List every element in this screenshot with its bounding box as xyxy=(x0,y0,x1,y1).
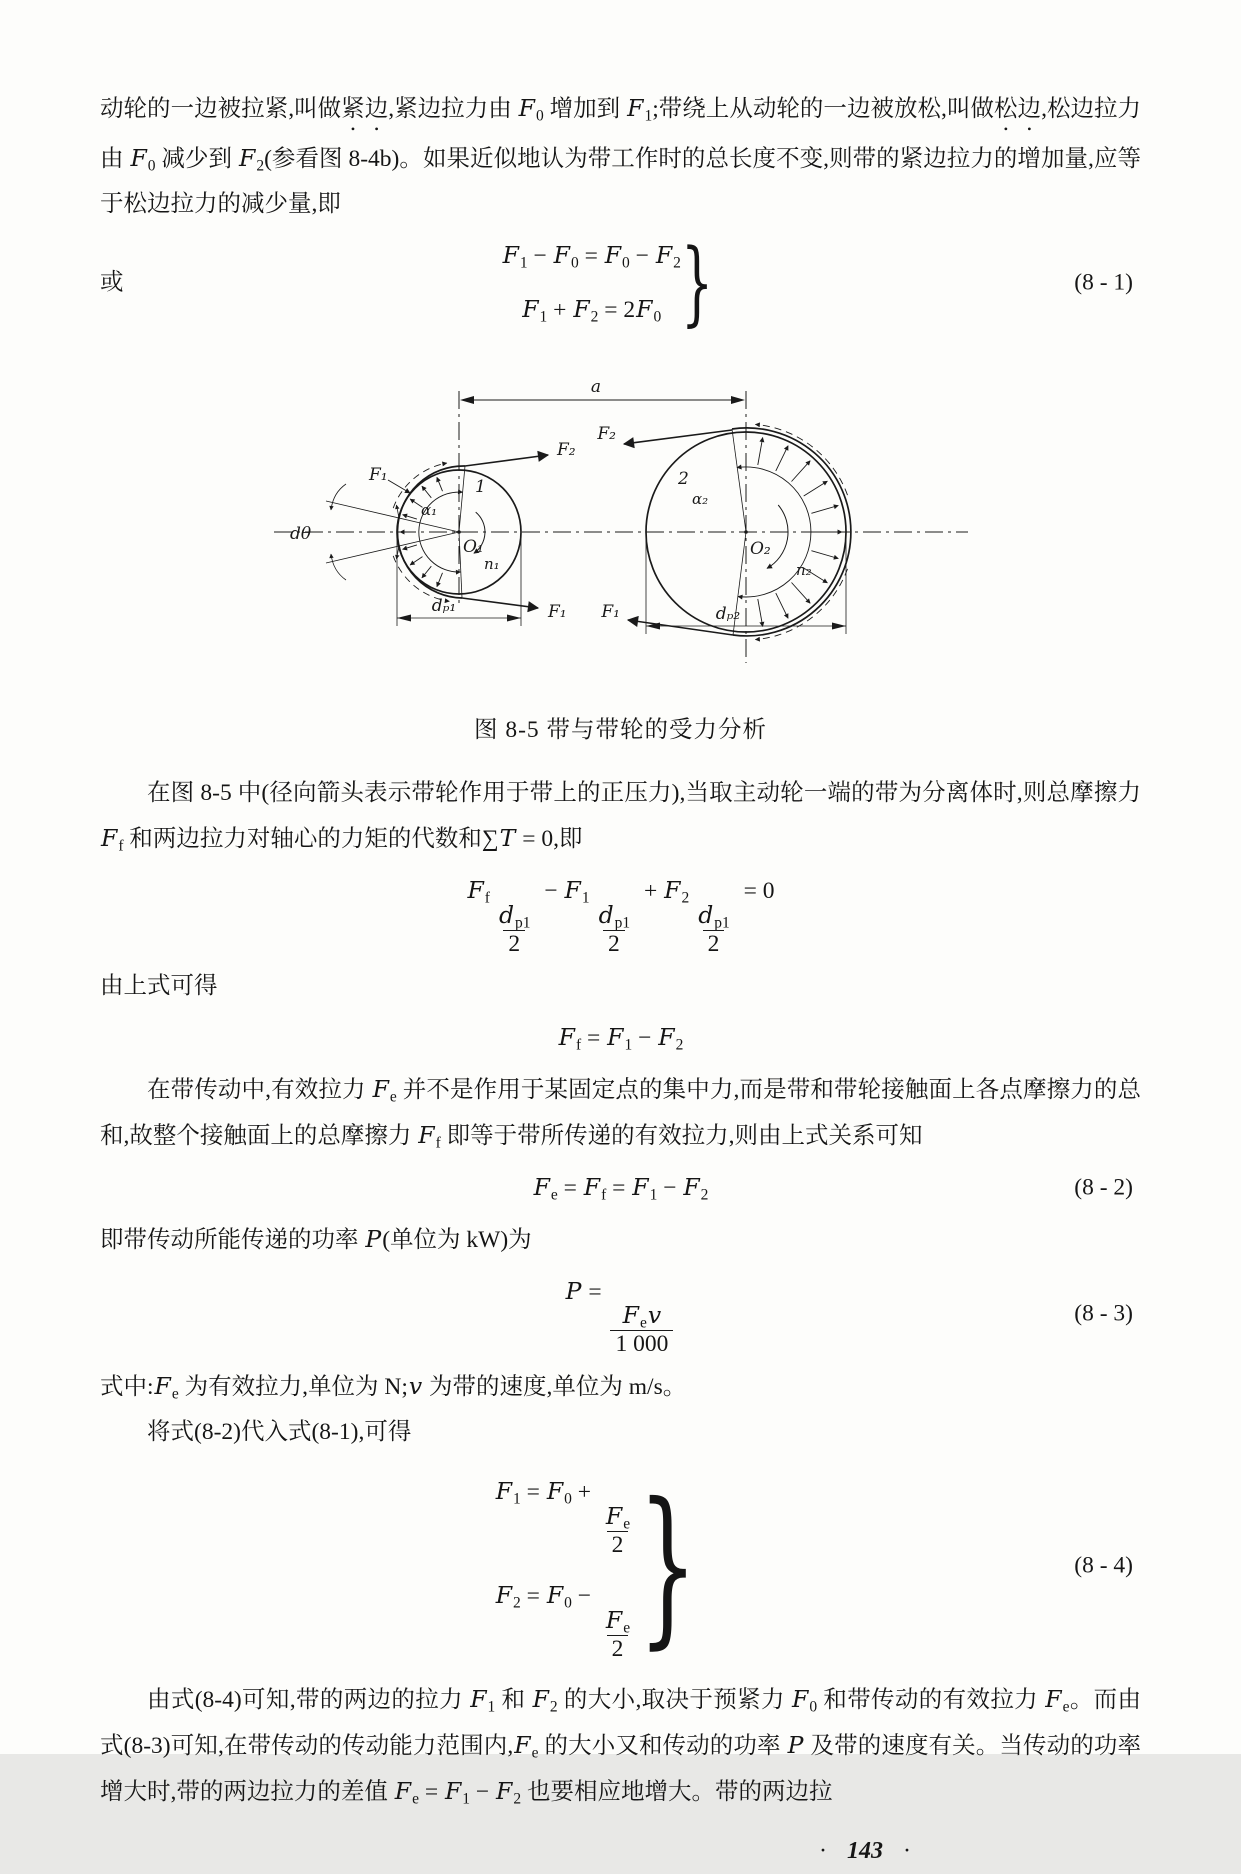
belt-pulley-force-diagram xyxy=(266,347,976,682)
equation-8-4: $F_1 = F_0$ + $\frac{F_e}{2}$ $F_2 = F_0$ − $\frac{F_e}{2}$ } (8 - 4) xyxy=(495,1467,1133,1666)
page-number xyxy=(100,1829,1141,1874)
label-center-distance-a: a xyxy=(590,377,601,397)
wrap-boundary xyxy=(459,466,465,532)
label-f1-pulley1: F₁ xyxy=(547,602,567,622)
f1-element-arrow xyxy=(388,480,410,493)
wrap-boundary xyxy=(732,429,746,532)
label-f1-element: F₁ xyxy=(368,465,388,485)
label-n1: n₁ xyxy=(483,555,500,573)
label-o1: O₁ xyxy=(462,537,484,557)
equation-friction: $F_f = F_1 - F_2$ xyxy=(558,1022,684,1054)
equation-8-4-label: (8 - 4) xyxy=(1074,1552,1133,1579)
equation-8-1: 或 $F_1 - F_0 = F_0 - F_2$ $F_1 + F_2 = 2F_0$ } (8 - 1) xyxy=(100,229,1133,336)
equation-8-1-label: (8 - 1) xyxy=(1074,269,1133,296)
label-f2-pulley1: F₂ xyxy=(556,440,576,460)
page-number-right-dot: · xyxy=(903,1837,911,1864)
equation-moment: $F_f$ $\frac{d_{p1}}{2}$ − $F_1$ $\frac{d_{p1}}{2}$ + $F_2$ $\frac{d_{p1}}{2}$ = 0 xyxy=(467,876,775,957)
equation-8-2-label: (8 - 2) xyxy=(1074,1174,1133,1201)
line-power-intro: 即带传动所能传递的功率 P(单位为 kW)为 xyxy=(100,1224,532,1253)
figure-8-5 xyxy=(100,347,1141,753)
center-distance-dimension xyxy=(460,396,745,404)
label-dp2: dₚ₂ xyxy=(715,604,740,624)
equation-8-2: $F_e = F_f = F_1 - F_2$ (8 - 2) xyxy=(100,1165,1141,1211)
label-dp1: dₚ₁ xyxy=(431,596,456,616)
paragraph-moment-balance: 在图 8-5 中(径向箭头表示带轮作用于带上的正压力),当取主动轮一端的带为分离体时,则总摩擦力 $F_f$ 和两边拉力对轴心的力矩的代数和∑T = 0,即 xyxy=(101,780,1141,855)
force-arrow-f1-pulley1 xyxy=(462,598,538,608)
line-from-above: 由上式可得 xyxy=(100,972,218,999)
label-pulley2: 2 xyxy=(677,469,689,489)
force-arrow-f2-pulley1 xyxy=(465,455,548,466)
equation-8-3-label: (8 - 3) xyxy=(1074,1300,1133,1327)
label-dtheta: dθ xyxy=(289,524,311,544)
line-where-definitions: 式中$:F_e$ 为有效拉力,单位为 N;v 为带的速度,单位为 m/s。 xyxy=(100,1372,687,1404)
paragraph-conclusion: 由式(8-4)可知,带的两边的拉力 $F_1$ 和 $F_2$ 的大小,取决于预紧力 $F_0$ 和带传动的有效拉力 $F_e$。而由式(8-3)可知,在带传动的传动能力范围内$,F_e$ 的大小又和传动的功率 P 及带的速度有关。当传动的功率增大时,带的两边拉力的差值 $F_e = F_1 - F_2$ 也要相应地增大。带的两边拉 xyxy=(100,1684,1142,1808)
figure-caption: 图 8-5 带与带轮的受力分析 xyxy=(473,717,768,743)
label-f2-pulley2: F₂ xyxy=(596,424,616,444)
label-f1-pulley2: F₁ xyxy=(600,602,620,622)
label-alpha1: α₁ xyxy=(420,501,437,519)
paragraph-effective-pull: 在带传动中,有效拉力 $F_e$ 并不是作用于某固定点的集中力,而是带和带轮接触面上各点摩擦力的总和,故整个接触面上的总摩擦力 $F_f$ 即等于带所传递的有效拉力,则由上式关系可知 xyxy=(100,1074,1142,1152)
page-number-value: 143 xyxy=(847,1837,883,1864)
label-o2: O₂ xyxy=(749,539,771,559)
equation-8-3: P = $\frac{F_ev}{1 000}$ (8 - 3) xyxy=(565,1276,1133,1358)
label-n2: n₂ xyxy=(795,561,812,579)
line-substitution: 将式(8-2)代入式(8-1),可得 xyxy=(147,1419,412,1446)
label-pulley1: 1 xyxy=(474,477,486,497)
label-alpha2: α₂ xyxy=(691,490,708,508)
page-number-left-dot: · xyxy=(819,1837,827,1864)
equation-8-1-rows: $F_1 - F_0 = F_0 - F_2$ $F_1 + F_2 = 2F_0$ xyxy=(502,241,681,326)
or-word: 或 xyxy=(100,269,124,296)
paragraph-belt-sides: 动轮的一边被拉紧,叫做紧边,紧边拉力由 $F_0$ 增加到 $F_1$;带绕上从动轮的一边被放松,叫做松边,松边拉力由 $F_0$ 减少到 $F_2$(参看图 8-4b)。如果近似地认为带工作时的总长度不变,则带的紧边拉力的增加量,应等于松边拉力的减少量,即 xyxy=(100,94,1142,217)
